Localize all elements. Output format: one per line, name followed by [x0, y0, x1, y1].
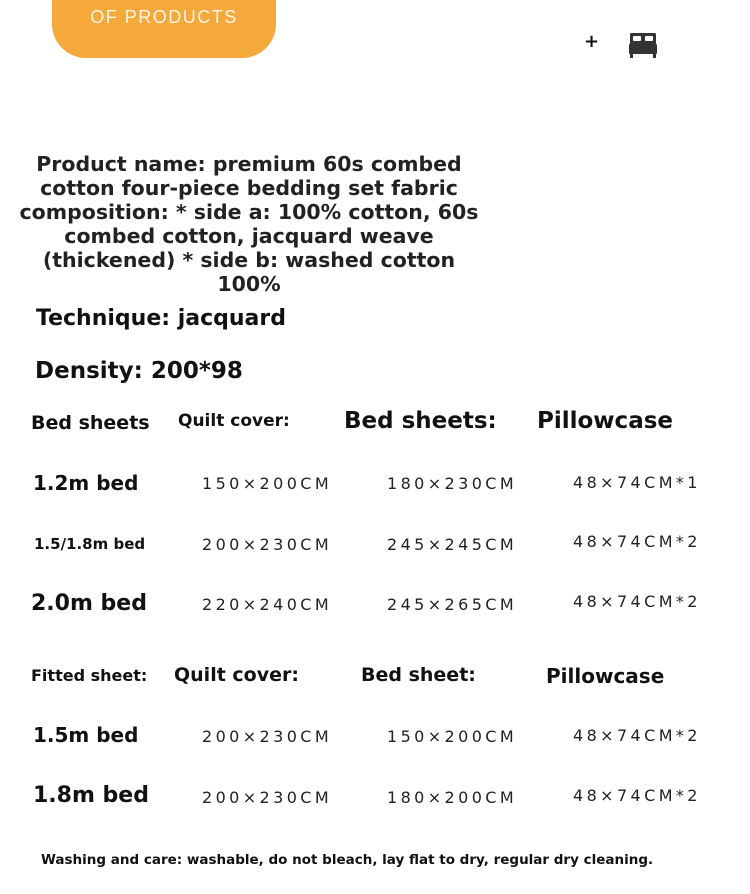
table-row-size: 1.5m bed [33, 723, 139, 747]
table-row-pillow: 48×74CM*1 [573, 473, 701, 492]
bed-icon [627, 29, 659, 61]
table-row-size: 1.8m bed [33, 783, 149, 808]
table2-header-pillow: Pillowcase [546, 664, 665, 688]
table1-header-size: Bed sheets [31, 412, 150, 434]
badge [52, 0, 276, 58]
table-row-sheet: 150×200CM [387, 727, 518, 746]
technique: Technique: jacquard [36, 306, 286, 331]
density: Density: 200*98 [35, 358, 243, 384]
table-row-pillow: 48×74CM*2 [573, 592, 701, 611]
product-name: Product name: premium 60s combed cotton four-piece bedding set fabric composition: * side a: 100% cotton, 60s combed cotton, jacquard weave (thickened) * side b: washed cotton 100% [19, 152, 479, 296]
table-row-sheet: 245×265CM [387, 595, 518, 614]
table-row-sheet: 180×200CM [387, 788, 518, 807]
table-row-pillow: 48×74CM*2 [573, 726, 701, 745]
table-row-pillow: 48×74CM*2 [573, 532, 701, 551]
table1-header-pillow: Pillowcase [537, 408, 674, 434]
table-row-sheet: 180×230CM [387, 474, 518, 493]
table-row-size: 1.5/1.8m bed [34, 535, 146, 553]
table2-header-quilt: Quilt cover: [174, 664, 299, 686]
table-row-quilt: 200×230CM [202, 727, 333, 746]
care-instructions: Washing and care: washable, do not bleach, lay flat to dry, regular dry cleaning. [41, 852, 654, 868]
table-row-quilt: 220×240CM [202, 595, 333, 614]
table-row-size: 2.0m bed [31, 591, 147, 616]
table-row-quilt: 200×230CM [202, 788, 333, 807]
plus-sign: + [584, 31, 600, 52]
table1-header-sheet: Bed sheets: [344, 408, 497, 434]
table-row-pillow: 48×74CM*2 [573, 786, 701, 805]
table2-header-size: Fitted sheet: [31, 666, 148, 685]
table-row-quilt: 150×200CM [202, 474, 333, 493]
badge-text: OF PRODUCTS [90, 7, 238, 27]
table-row-quilt: 200×230CM [202, 535, 333, 554]
table-row-size: 1.2m bed [33, 471, 139, 495]
table2-header-sheet: Bed sheet: [361, 664, 476, 686]
table-row-sheet: 245×245CM [387, 535, 518, 554]
table1-header-quilt: Quilt cover: [178, 411, 290, 431]
